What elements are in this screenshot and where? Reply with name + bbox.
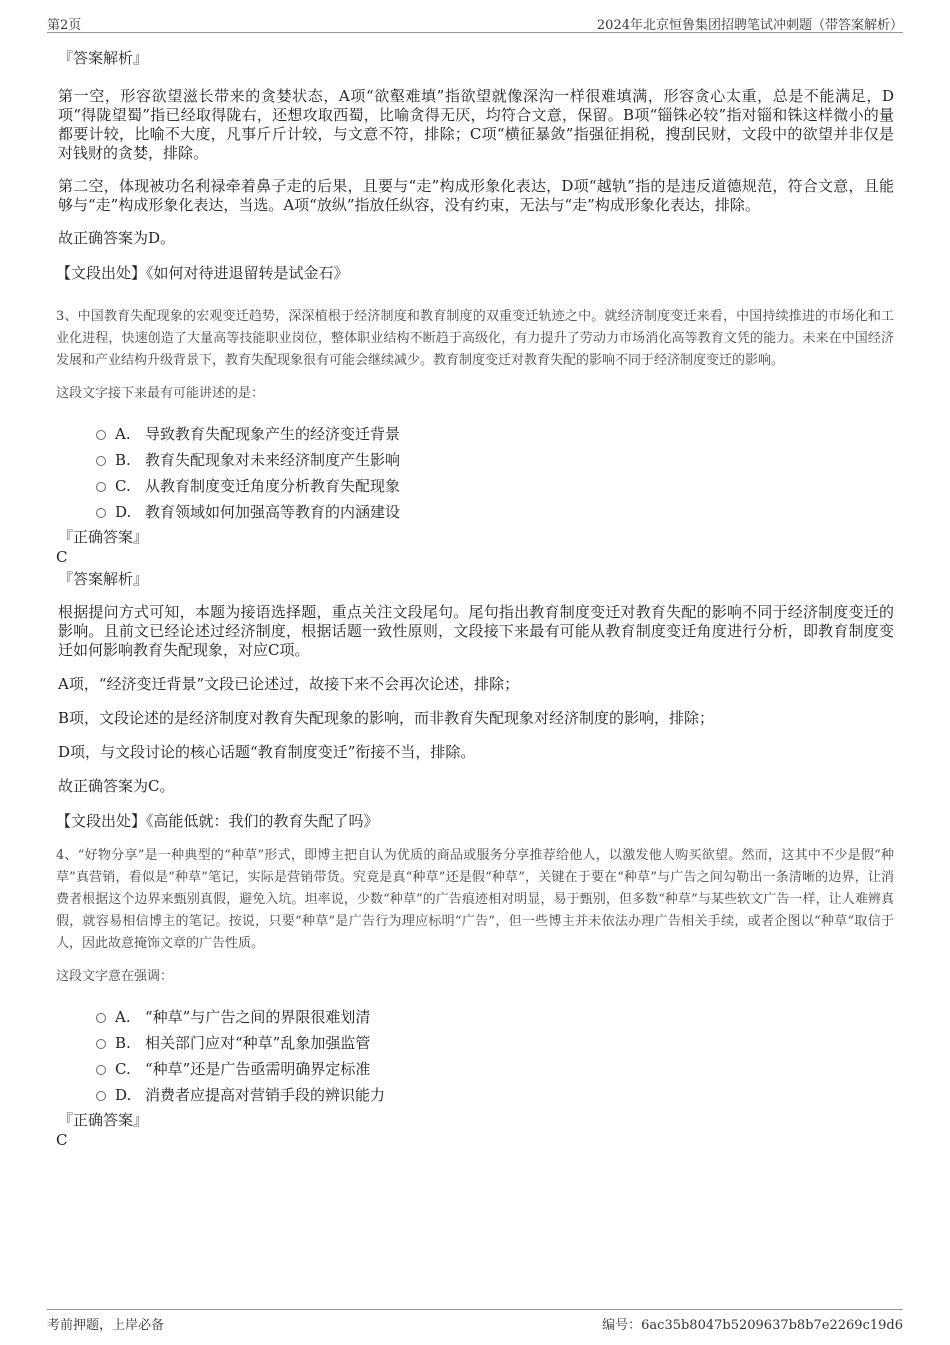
radio-icon[interactable] bbox=[96, 1013, 106, 1023]
option-text: “种草”与广告之间的界限很难划清 bbox=[145, 1008, 371, 1026]
option-letter: C. bbox=[115, 1060, 131, 1078]
option-letter: D. bbox=[115, 1086, 132, 1104]
q3-source: 【文段出处】《高能低就：我们的教育失配了吗》 bbox=[56, 812, 379, 830]
option-letter: B. bbox=[115, 451, 131, 469]
option-c[interactable] bbox=[56, 1056, 894, 1082]
option-a[interactable] bbox=[56, 1004, 894, 1030]
option-letter: A. bbox=[115, 1008, 131, 1026]
analysis-para: A项，“经济变迁背景”文段已论述过，故接下来不会再次论述，排除； bbox=[58, 675, 520, 693]
option-text: 相关部门应对“种草”乱象加强监管 bbox=[145, 1034, 371, 1052]
document-title: 2024年北京恒鲁集团招聘笔试冲刺题（带答案解析） bbox=[596, 18, 903, 33]
option-a[interactable] bbox=[56, 421, 894, 447]
answer-value: C bbox=[56, 548, 68, 566]
answer-label: 『正确答案』 bbox=[58, 528, 149, 546]
q2-analysis-para: 第一空，形容欲望滋长带来的贪婪状态，A项“欲壑难填”指欲望就像深沟一样很难填满，形容贪心太重，总是不能满足，D项“得陇望蜀”指已经取得陇右，还想攻取西蜀，比喻贪得无厌，均符合文意，保留。B项“锱铢必较”指对锱和铢这样微小的量都要计较，比喻不大度，凡事斤斤计较，与文意不符，排除；C项“横征暴敛”指强征捐税，搜刮民财，文段中的欲望并非仅是对钱财的贪婪，排除。 bbox=[58, 87, 894, 162]
radio-icon[interactable] bbox=[96, 430, 106, 440]
option-text: 教育领域如何加强高等教育的内涵建设 bbox=[145, 503, 401, 521]
answer-label: 『正确答案』 bbox=[58, 1111, 149, 1129]
option-text: “种草”还是广告亟需明确界定标准 bbox=[145, 1060, 371, 1078]
page-footer bbox=[47, 1309, 903, 1333]
page-header bbox=[47, 12, 903, 33]
option-text: 导致教育失配现象产生的经济变迁背景 bbox=[145, 425, 401, 443]
option-text: 教育失配现象对未来经济制度产生影响 bbox=[145, 451, 401, 469]
option-letter: B. bbox=[115, 1034, 131, 1052]
question-3 bbox=[56, 306, 894, 831]
q2-analysis-conclusion: 故正确答案为D。 bbox=[58, 229, 176, 247]
question-4 bbox=[56, 845, 894, 1150]
option-b[interactable] bbox=[56, 1030, 894, 1056]
analysis-para: 根据提问方式可知，本题为接语选择题，重点关注文段尾句。尾句指出教育制度变迁对教育失配的影响不同于经济制度变迁的影响。且前文已经论述过经济制度，根据话题一致性原则，文段接下来最有可能从教育制度变迁角度进行分析，即教育制度变迁如何影响教育失配现象，对应C项。 bbox=[58, 603, 894, 659]
option-letter: C. bbox=[115, 477, 131, 495]
q2-analysis-section bbox=[56, 49, 894, 283]
analysis-para: B项，文段论述的是经济制度对教育失配现象的影响，而非教育失配现象对经济制度的影响，排除； bbox=[58, 709, 715, 727]
page-number: 第2页 bbox=[47, 18, 82, 33]
document-code: 编号：6ac35b8047b5209637b8b7e2269c19d6 bbox=[602, 1318, 903, 1333]
analysis-para: D项，与文段讨论的核心话题“教育制度变迁”衔接不当，排除。 bbox=[58, 743, 476, 761]
radio-icon[interactable] bbox=[96, 1039, 106, 1049]
analysis-label: 『答案解析』 bbox=[58, 570, 149, 588]
option-letter: A. bbox=[115, 425, 131, 443]
q2-analysis-label: 『答案解析』 bbox=[58, 49, 149, 67]
q2-analysis-para: 第二空，体现被功名利禄牵着鼻子走的后果，且要与“走”构成形象化表达，D项“越轨”指的是违反道德规范，符合文意，且能够与“走”构成形象化表达，当选。A项“放纵”指放任纵容，没有约束，无法与“走”构成形象化表达，排除。 bbox=[58, 177, 894, 214]
options-list bbox=[56, 1004, 894, 1108]
radio-icon[interactable] bbox=[96, 508, 106, 518]
q2-source: 【文段出处】《如何对待进退留转是试金石》 bbox=[56, 264, 349, 282]
footer-slogan: 考前押题，上岸必备 bbox=[47, 1318, 165, 1333]
option-c[interactable] bbox=[56, 473, 894, 499]
option-letter: D. bbox=[115, 503, 132, 521]
radio-icon[interactable] bbox=[96, 482, 106, 492]
option-d[interactable] bbox=[56, 1082, 894, 1108]
option-d[interactable] bbox=[56, 499, 894, 525]
page-content bbox=[56, 44, 894, 1150]
question-prompt: 这段文字接下来最有可能讲述的是： bbox=[56, 386, 265, 401]
radio-icon[interactable] bbox=[96, 456, 106, 466]
option-b[interactable] bbox=[56, 447, 894, 473]
question-prompt: 这段文字意在强调： bbox=[56, 969, 174, 984]
question-text: 4、“好物分享”是一种典型的“种草”形式，即博主把自认为优质的商品或服务分享推荐给他人，以激发他人购买欲望。然而，这其中不少是假“种草”真营销，看似是“种草”笔记，实际是营销带货。究竟是真“种草”还是假“种草”，关键在于要在“种草”与广告之间勾勒出一条清晰的边界，让消费者根据这个边界来甄别真假，避免入坑。坦率说，少数“种草”的广告痕迹相对明显，易于甄别，但多数“种草”与某些软文广告一样，让人难辨真假，就容易相信博主的笔记。按说，只要“种草”是广告行为理应标明“广告”，但一些博主并未依法办理广告相关手续，或者企图以“种草”取信于人，因此故意掩饰文章的广告性质。 bbox=[56, 848, 894, 951]
analysis-conclusion: 故正确答案为C。 bbox=[58, 777, 175, 795]
option-text: 消费者应提高对营销手段的辨识能力 bbox=[145, 1086, 386, 1104]
radio-icon[interactable] bbox=[96, 1065, 106, 1075]
option-text: 从教育制度变迁角度分析教育失配现象 bbox=[145, 477, 401, 495]
question-text: 3、中国教育失配现象的宏观变迁趋势，深深植根于经济制度和教育制度的双重变迁轨迹之中。就经济制度变迁来看，中国持续推进的市场化和工业化进程，快速创造了大量高等技能职业岗位，整体职业结构不断趋于高级化，有力提升了劳动力市场消化高等教育文凭的能力。未来在中国经济发展和产业结构升级背景下，教育失配现象很有可能会继续减少。教育制度变迁对教育失配的影响不同于经济制度变迁的影响。 bbox=[56, 309, 894, 368]
answer-value: C bbox=[56, 1131, 68, 1149]
options-list bbox=[56, 421, 894, 525]
radio-icon[interactable] bbox=[96, 1091, 106, 1101]
